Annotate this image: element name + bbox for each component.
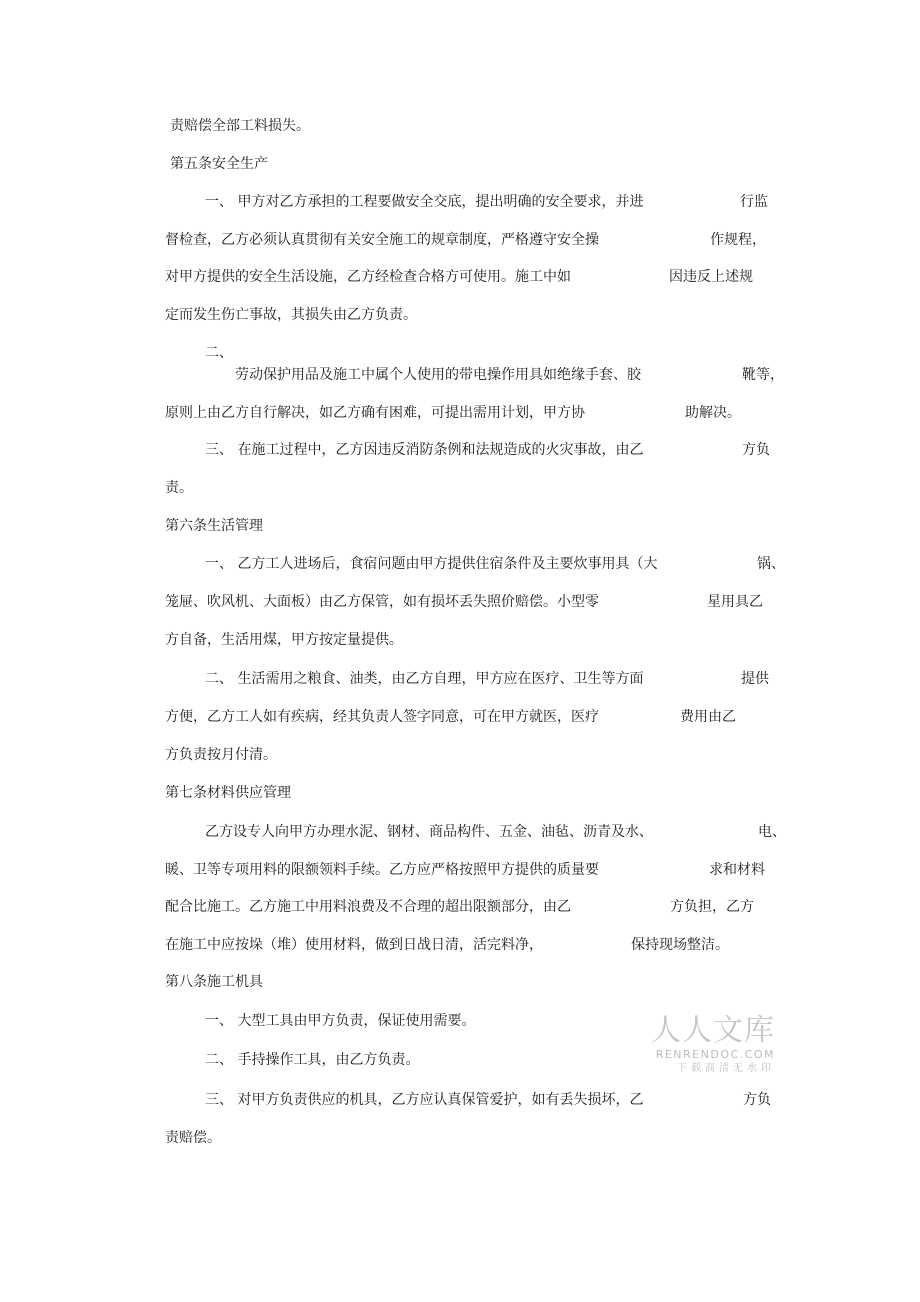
watermark-domain: RENRENDOC.COM — [655, 1048, 775, 1061]
watermark-slogan: 下载高清无水印 — [677, 1063, 775, 1074]
watermark-title: 人人文库 — [651, 1013, 775, 1048]
watermark-logo — [640, 1014, 775, 1076]
